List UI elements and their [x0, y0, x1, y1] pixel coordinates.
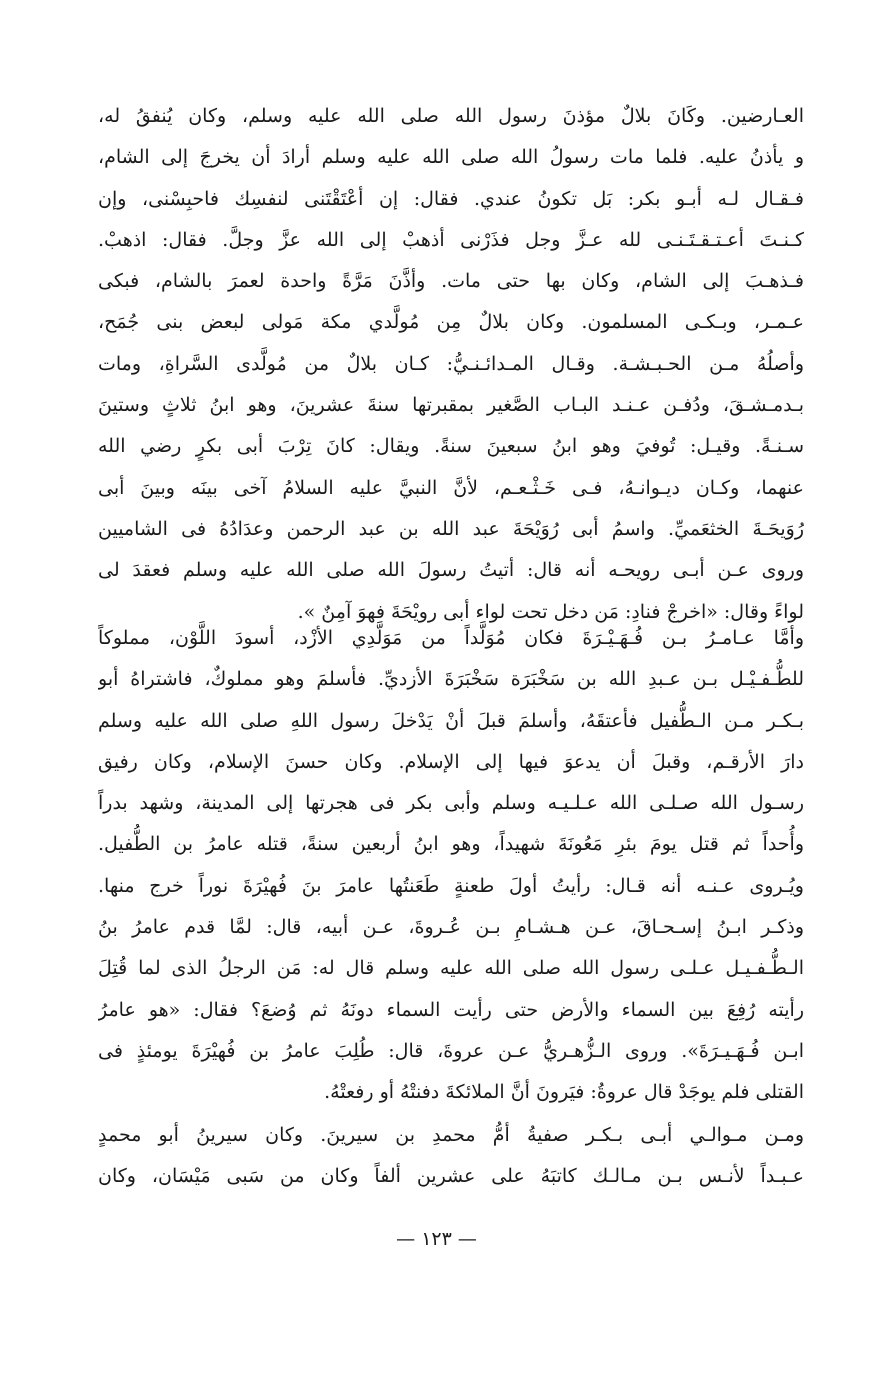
text-line: عنهما، وكـان ديـوانـهُ، فـى خَـثْـعـم، لأنَّ النبيَّ عليه السلامُ آخى بينَه وبينَ أبى: [98, 476, 804, 499]
text-line: ابـن فُـهَـيـرَةَ». وروى الـزُّهـريُّ عـن عروةَ، قال: طُلِبَ عامرُ بن فُهيْرَةَ يومئذٍ فى: [98, 1039, 804, 1062]
text-line: رأيته رُفِعَ بين السماء والأرض حتى رأيت السماء دونَهُ ثم وُضعَ؟ فقال: «هو عامرُ: [98, 998, 804, 1021]
text-line: و يأذنُ عليه. فلما مات رسولُ الله صلى الله عليه وسلم أرادَ أن يخرجَ إلى الشام،: [98, 146, 804, 169]
text-line: وذكـر ابـنُ إسـحـاقَ، عـن هـشـامِ بـن عُـروةَ، عـن أبيه، قال: لمَّا قدم عامرُ بنُ: [98, 916, 804, 939]
text-line: وأُحداً ثم قتل يومَ بئرِ مَعُونَةَ شهيداً، وهو ابنُ أربعين سنةً، قتله عامرُ بن الطُّفيل.: [98, 833, 804, 856]
text-line: بـكـر مـن الـطُّفيل فأعتقَهُ، وأسلمَ قبلَ أنْ يَدْخلَ رسول اللهِ صلى الله عليه وسلم: [98, 709, 804, 732]
text-line: ومـن مـوالـي أبـى بـكـر صفيةُ أمُّ محمدِ بن سيرينَ. وكان سيرينُ أبو محمدٍ: [98, 1124, 804, 1146]
text-line: فـذهـبَ إلى الشام، وكان بها حتى مات. وأذَّنَ مَرَّةً واحدة لعمرَ بالشام، فبكى: [98, 270, 804, 293]
text-line: رسـول الله صـلـى الله عـلـيـه وسلم وأبى بكر فى هجرتها إلى المدينة، وشهد بدراً: [98, 792, 804, 815]
paragraph-safiyya-sirin: [98, 1115, 804, 1198]
text-line: كـنـتَ أعـتـقـتَـنـى لله عـزَّ وجل فذَرْنى أذهبْ إلى الله عزَّ وجلَّ. فقال: اذهبْ.: [98, 228, 804, 251]
text-line: لواءً وقال: «اخرجْ فنادِ: مَن دخل تحت لواء أبى رويْحَةَ فهوَ آمِنٌ ».: [297, 600, 804, 623]
text-line: وأمَّا عـامـرُ بـن فُـهَـيْـرَةَ فكان مُوَلَّداً من مَوَلَّدِي الأزْد، أسودَ اللَّوْن، مملوكاً: [98, 627, 804, 649]
text-line: سـنـةً. وقيـل: تُوفيَ وهو ابنُ سبعينَ سنةً. ويقال: كانَ تِرْبَ أبى بكرٍ رضي الله: [98, 435, 804, 458]
text-line: ويُـروى عـنـه أنه قـال: رأيتُ أولَ طعنةٍ طَعَنتُها عامرَ بنَ فُهيْرَةَ نوراً خرج منها.: [98, 874, 804, 897]
paragraph-amir-ibn-fuhayra: [98, 618, 804, 1114]
text-line: للطُّـفـيْـل بـن عـبدِ الله بن سَخْبَرَة سَخْبَرَةَ الأزديِّ. فأسلمَ وهو مملوكٌ، فاشتراهُ أبو: [98, 668, 804, 691]
text-line: عـمـر، وبـكـى المسلمون. وكان بلالٌ مِن مُولَّدي مكة مَولى لبعض بنى جُمَح،: [98, 311, 804, 334]
text-line: القتلى فلم يوجَدْ قال عروةُ: فيَرونَ أنَّ الملائكةَ دفنتْهُ أو رفعتْهُ.: [324, 1081, 804, 1104]
text-line: بـدمـشـقَ، ودُفـن عـنـد البـاب الصَّغير بمقبرتها سنةَ عشرينَ، وهو ابنُ ثلاثٍ وستينَ: [98, 394, 804, 417]
text-line: وروى عـن أبـى رويحـه أنه قال: أتيتُ رسولَ الله صلى الله عليه وسلم فعقدَ لى: [98, 559, 804, 582]
text-line: رُوَيحَـةَ الخثعَميِّ. واسمُ أبى رُوَيْحَةَ عبد الله بن عبد الرحمن وعدَادُهُ فى الشاميين: [98, 517, 804, 540]
text-line: فـقـال لـه أبـو بكر: بَل تكونُ عندي. فقال: إن أعْتَقْتَنى لنفسِك فاحبِسْنى، وإن: [98, 187, 804, 210]
text-line: وأصلُهُ مـن الحـبـشـة. وقـال المـدائـنـيُّ: كـان بلالٌ من مُولَّدى السَّراةِ، ومات: [98, 352, 804, 375]
text-line: عـبـداً لأنـس بـن مـالـك كاتبَهُ على عشرين ألفاً وكان من سَبى مَيْسَان، وكان: [98, 1165, 804, 1188]
page-number: — ١٢٣ —: [396, 1228, 477, 1250]
text-line: دارَ الأرقـم، وقبلَ أن يدعوَ فيها إلى الإسلام. وكان حسنَ الإسلام، وكان رفيق: [98, 750, 804, 773]
paragraph-bilal: [98, 96, 804, 633]
text-line: العـارضين. وكَانَ بلالٌ مؤذنَ رسول الله صلى الله عليه وسلم، وكان يُنفقُ له،: [98, 105, 804, 127]
text-line: الـطُّـفـيـل عـلـى رسول الله صلى الله عليه وسلم قال له: مَن الرجلُ الذى لما قُتِلَ: [98, 957, 804, 980]
